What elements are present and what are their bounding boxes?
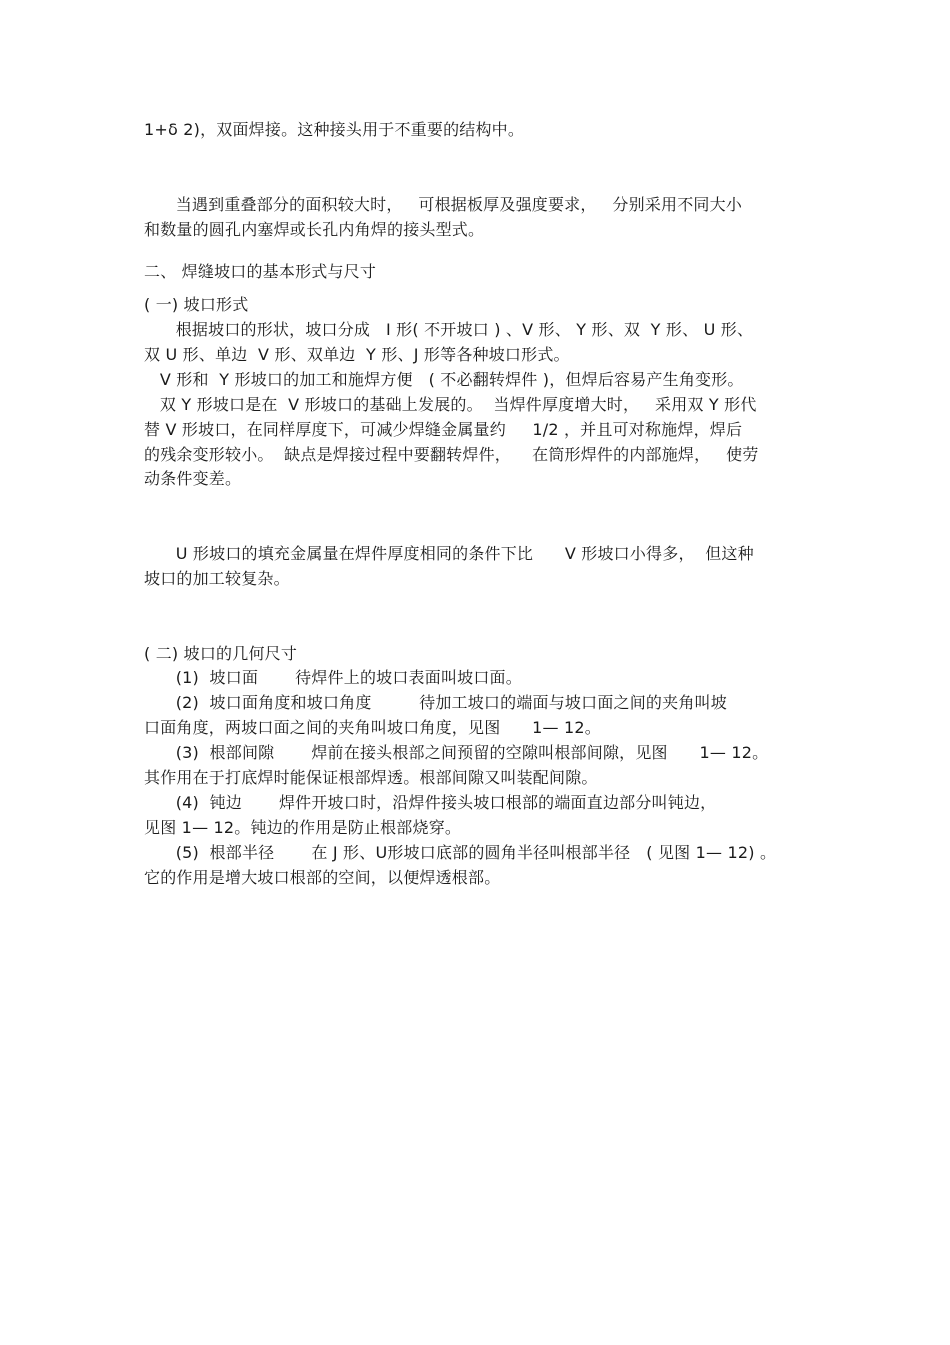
text-line: 动条件变差。: [144, 469, 242, 488]
text-line: 见图 1— 12。钝边的作用是防止根部烧穿。: [144, 818, 462, 837]
text-line: (2) 坡口面角度和坡口角度 待加工坡口的端面与坡口面之间的夹角叫坡: [144, 693, 727, 712]
text-line: (1) 坡口面 待焊件上的坡口表面叫坡口面。: [144, 668, 522, 687]
text-line: (4) 钝边 焊件开坡口时，沿焊件接头坡口根部的端面直边部分叫钝边，: [144, 793, 717, 812]
text-line: 口面角度，两坡口面之间的夹角叫坡口角度，见图 1— 12。: [144, 718, 601, 737]
section-heading: 二、 焊缝坡口的基本形式与尺寸: [144, 262, 377, 281]
subsection-heading: ( 二) 坡口的几何尺寸: [144, 644, 298, 663]
text-line: 替 V 形坡口，在同样厚度下，可减少焊缝金属量约 1/2 ，并且可对称施焊，焊后: [144, 420, 743, 439]
text-line: 和数量的圆孔内塞焊或长孔内角焊的接头型式。: [144, 220, 485, 239]
text-line: 根据坡口的形状，坡口分成 I 形( 不开坡口 ) 、V 形、 Y 形、双 Y 形、 U 形、: [144, 320, 754, 339]
text-line: (3) 根部间隙 焊前在接头根部之间预留的空隙叫根部间隙，见图 1— 12。: [144, 743, 769, 762]
text-line: 坡口的加工较复杂。: [144, 569, 290, 588]
text-line: 1+δ 2)，双面焊接。这种接头用于不重要的结构中。: [144, 120, 525, 139]
text-line: (5) 根部半径 在 J 形、U形坡口底部的圆角半径叫根部半径 ( 见图 1— 12) 。: [144, 843, 777, 862]
text-line: 双 U 形、单边 V 形、双单边 Y 形、J 形等各种坡口形式。: [144, 345, 570, 364]
text-line: 当遇到重叠部分的面积较大时， 可根据板厚及强度要求， 分别采用不同大小: [144, 195, 743, 214]
text-line: U 形坡口的填充金属量在焊件厚度相同的条件下比 V 形坡口小得多， 但这种: [144, 544, 754, 563]
text-line: 其作用在于打底焊时能保证根部焊透。根部间隙又叫装配间隙。: [144, 768, 598, 787]
text-line: V 形和 Y 形坡口的加工和施焊方便 ( 不必翻转焊件 )，但焊后容易产生角变形。: [144, 370, 744, 389]
text-line: 双 Y 形坡口是在 V 形坡口的基础上发展的。 当焊件厚度增大时， 采用双 Y 形代: [144, 395, 757, 414]
subsection-heading: ( 一) 坡口形式: [144, 295, 249, 314]
text-line: 它的作用是增大坡口根部的空间，以便焊透根部。: [144, 868, 501, 887]
text-line: 的残余变形较小。 缺点是焊接过程中要翻转焊件， 在筒形焊件的内部施焊， 使劳: [144, 445, 759, 464]
